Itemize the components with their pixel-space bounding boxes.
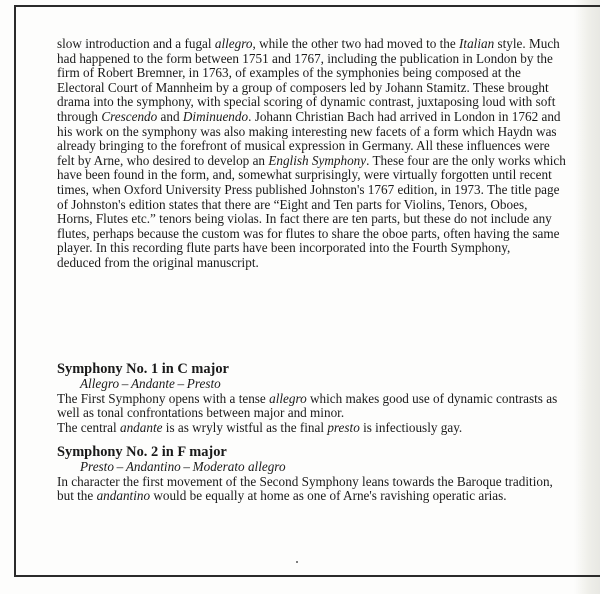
text-run: have been found in the form, and, somewhat surprisingly, were virtually forgotten until recent (57, 167, 552, 183)
symphony-1-section (57, 362, 577, 435)
text-run: style. Much (494, 36, 560, 51)
text-line (57, 66, 577, 81)
text-line (57, 421, 577, 436)
text-run: well as tonal confrontations between major and minor. (57, 405, 345, 421)
text-run: . Johann Christian Bach had arrived in London in 1762 and (248, 108, 561, 124)
text-run: deduced from the original manuscript. (57, 254, 259, 270)
text-run: which makes good use of dynamic contrasts as (306, 390, 558, 406)
text-run: is infectiously gay. (359, 419, 463, 435)
symphony-1-description (57, 392, 577, 436)
text-line (57, 110, 577, 125)
text-run: , while the other two had moved to the (252, 36, 460, 51)
text-run: of Johnston's edition states that there are “Eight and Ten parts for Violins, Tenors, Oboes, (57, 196, 528, 212)
text-line (57, 256, 577, 271)
text-line (57, 241, 577, 256)
text-run: Electoral Court of Mannheim by a group of composers led by Johann Stamitz. These brought (57, 79, 549, 95)
italic-term: allegro (214, 36, 253, 51)
text-line (57, 125, 577, 140)
text-line (57, 52, 577, 67)
text-line (57, 198, 577, 213)
text-run: player. In this recording flute parts have been incorporated into the Fourth Symphony, (57, 240, 511, 256)
text-run: is as wryly wistful as the final (162, 419, 328, 435)
symphony-2-description (57, 475, 577, 504)
text-line (57, 489, 577, 504)
symphony-1-movements: Allegro – Andante – Presto (80, 376, 221, 391)
italic-term: presto (327, 419, 360, 435)
text-run: drama into the symphony, with special scoring of dynamic contrast, juxtaposing loud with soft (57, 94, 556, 110)
text-run: slow introduction and a fugal (57, 36, 215, 51)
text-run: already bringing to the forefront of musical expression in Germany. All these influences were (57, 138, 550, 154)
text-run: through (57, 108, 102, 124)
text-line (57, 227, 577, 242)
intro-paragraph (57, 37, 577, 271)
italic-term: Crescendo (101, 108, 158, 124)
text-line (57, 475, 577, 490)
text-run: times, when Oxford University Press published Johnston's 1767 edition, in 1973. The title page (57, 181, 560, 197)
text-line (57, 212, 577, 227)
text-run: . These four are the only works which (366, 152, 566, 168)
italic-term: English Symphony (268, 152, 367, 168)
symphony-2-movements: Presto – Andantino – Moderato allegro (80, 459, 286, 474)
text-run: would be equally at home as one of Arne's ravishing operatic arias. (150, 488, 507, 504)
text-run: felt by Arne, who desired to develop an (57, 152, 269, 168)
italic-term: andante (119, 419, 163, 435)
italic-term: Diminuendo (182, 108, 249, 124)
text-run: but the (57, 488, 97, 504)
text-run: The central (57, 419, 120, 435)
symphony-2-section (57, 445, 577, 504)
text-run: had happened to the form between 1751 and 1767, including the publication in London by the (57, 50, 553, 66)
text-line (57, 183, 577, 198)
text-run: flutes, perhaps because the custom was for flutes to share the oboe parts, often having the same (57, 225, 560, 241)
print-speck (296, 561, 298, 563)
italic-term: allegro (269, 390, 307, 406)
text-line (57, 37, 577, 52)
text-line (57, 154, 577, 169)
text-run: In character the first movement of the Second Symphony leans towards the Baroque tradition, (57, 473, 553, 489)
text-run: Horns, Flutes etc.” tenors being violas. In fact there are ten parts, but these do not include any (57, 211, 552, 227)
text-line (57, 81, 577, 96)
text-line (57, 95, 577, 110)
text-line (57, 406, 577, 421)
text-line (57, 168, 577, 183)
italic-term: andantino (96, 488, 151, 504)
symphony-2-heading: Symphony No. 2 in F major (57, 444, 227, 460)
text-line (57, 139, 577, 154)
italic-term: Italian (459, 36, 495, 51)
text-run: and (157, 108, 183, 124)
text-run: his work on the symphony was also making interesting new facets of a form which Haydn was (57, 123, 557, 139)
text-line (57, 392, 577, 407)
text-run: The First Symphony opens with a tense (57, 390, 270, 406)
text-run: firm of Robert Bremner, in 1763, of examples of the symphonies being composed at the (57, 65, 521, 81)
symphony-1-heading: Symphony No. 1 in C major (57, 361, 229, 377)
